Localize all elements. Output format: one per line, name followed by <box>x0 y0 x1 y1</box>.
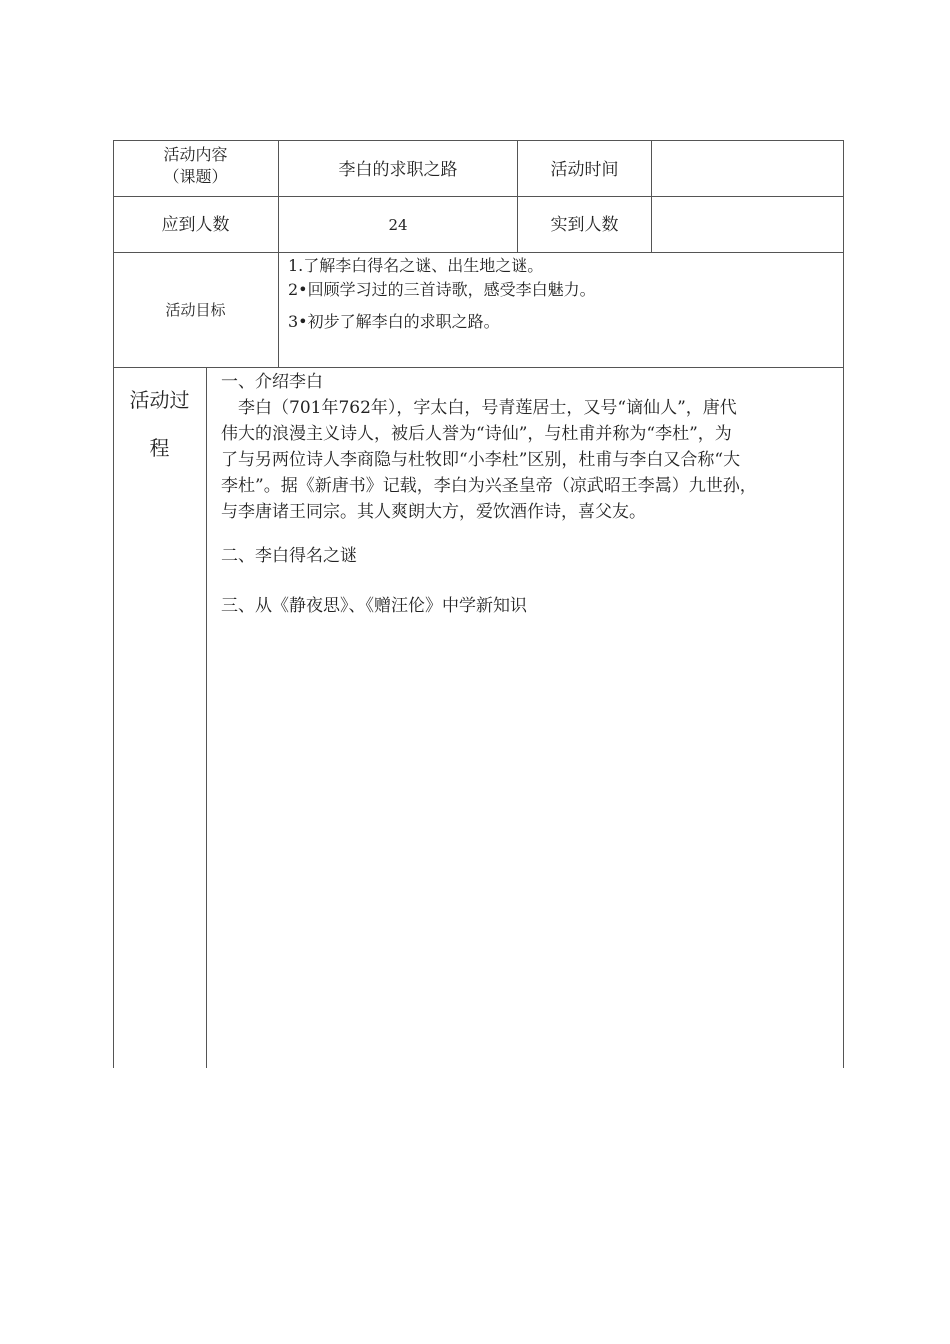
col-divider-process <box>206 367 207 1068</box>
paragraph-line: 与李唐诸王同宗。其人爽朗大方，爱饮酒作诗，喜父友。 <box>221 502 646 522</box>
table-border-left <box>113 140 114 1068</box>
table-border-top <box>113 140 844 141</box>
section-3-title: 三、从《静夜思》、《赠汪伦》中学新知识 <box>221 596 527 616</box>
section-1-title: 一、介绍李白 <box>221 372 323 392</box>
paragraph-line: 李白（701年762年），字太白，号青莲居士，又号“谪仙人”，唐代 <box>221 398 737 418</box>
row-divider-2 <box>113 252 844 253</box>
paragraph-line: 了与另两位诗人李商隐与杜牧即“小李杜”区别，杜甫与李白又合称“大 <box>221 450 741 470</box>
paragraph-line: 伟大的浪漫主义诗人，被后人誉为“诗仙”，与杜甫并称为“李杜”，为 <box>221 424 732 444</box>
goal-item-3: 3•初步了解李白的求职之路。 <box>288 312 500 331</box>
row-divider-1 <box>113 196 844 197</box>
activity-process-label-line2: 程 <box>149 436 170 460</box>
activity-process-label-line1: 活动过 <box>129 388 190 412</box>
table-border-right <box>843 140 844 1068</box>
activity-content-label <box>113 144 278 188</box>
actual-count-label: 实到人数 <box>550 215 619 235</box>
expected-count-value: 24 <box>388 216 408 234</box>
activity-goals-label: 活动目标 <box>165 301 226 319</box>
activity-time-label: 活动时间 <box>550 160 619 180</box>
row-divider-3 <box>113 367 844 368</box>
section-2-title: 二、李白得名之谜 <box>221 546 357 566</box>
section-1-paragraph <box>221 395 757 525</box>
activity-process-label <box>113 384 206 464</box>
paragraph-line: 李杜”。据《新唐书》记载，李白为兴圣皇帝（凉武昭王李暠）九世孙， <box>221 476 757 496</box>
activity-content-label-line2: （课题） <box>163 167 228 186</box>
col-divider-time <box>651 140 652 252</box>
activity-content-label-line1: 活动内容 <box>163 145 228 164</box>
goal-item-1: 1.了解李白得名之谜、出生地之谜。 <box>288 256 544 275</box>
expected-count-label: 应到人数 <box>161 215 230 235</box>
goal-item-2: 2•回顾学习过的三首诗歌，感受李白魅力。 <box>288 280 596 299</box>
activity-topic: 李白的求职之路 <box>338 160 458 180</box>
